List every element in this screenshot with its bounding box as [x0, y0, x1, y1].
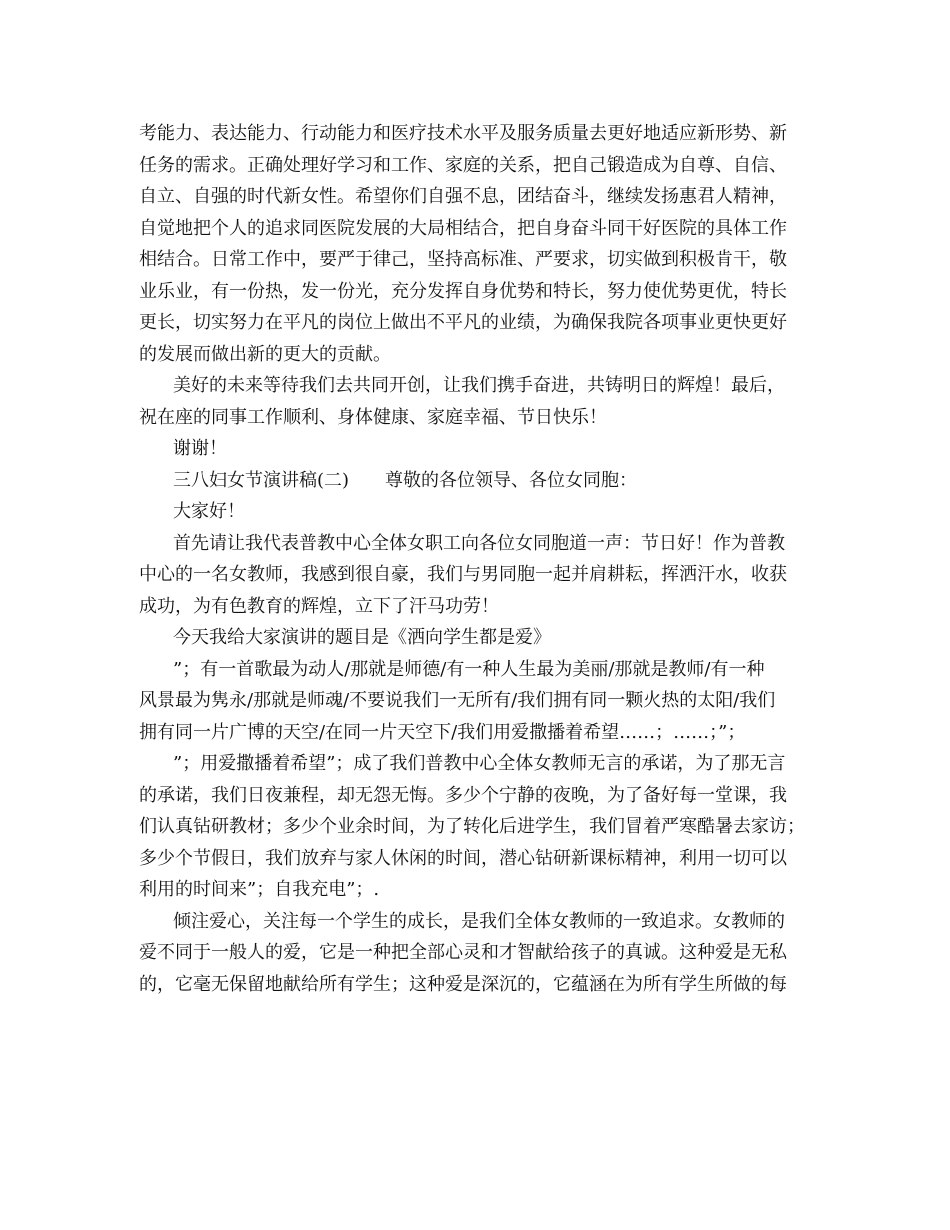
text-line: ”；用爱撒播着希望”；成了我们普教中心全体女教师无言的承诺，为了那无言 — [173, 753, 786, 774]
text-line: 任务的需求。正确处理好学习和工作、家庭的关系，把自己锻造成为自尊、自信、 — [139, 154, 787, 176]
text-line: 风景最为隽永/那就是师魂/不要说我们一无所有/我们拥有同一颗火热的太阳/我们 — [139, 690, 776, 711]
text-line: 们认真钻研教材；多少个业余时间，为了转化后进学生，我们冒着严寒酷暑去家访； — [139, 816, 805, 837]
document-body — [139, 118, 819, 1000]
text-line: 中心的一名女教师，我感到很自豪，我们与男同胞一起并肩耕耘，挥洒汗水，收获 — [139, 564, 787, 585]
text-line: 自立、自强的时代新女性。希望你们自强不息，团结奋斗，继续发扬惠君人精神， — [139, 186, 787, 207]
text-line: 考能力、表达能力、行动能力和医疗技术水平及服务质量去更好地适应新形势、新 — [139, 123, 787, 144]
speech-heading — [139, 465, 819, 497]
text-line: 美好的未来等待我们去共同开创，让我们携手奋进，共铸明日的辉煌！最后， — [173, 375, 785, 396]
speech-salutation: 尊敬的各位领导、各位女同胞： — [385, 469, 638, 491]
text-line: 相结合。日常工作中，要严于律己，坚持高标准、严要求，切实做到积极肯干，敬 — [139, 249, 787, 270]
text-line: 今天我给大家演讲的题目是《洒向学生都是爱》 — [173, 627, 551, 648]
text-line: 爱不同于一般人的爱，它是一种把全部心灵和才智献给孩子的真诚。这种爱是无私 — [139, 942, 787, 963]
text-line: ”；有一首歌最为动人/那就是师德/有一种人生最为美丽/那就是教师/有一种 — [173, 658, 765, 680]
text-line: 倾注爱心，关注每一个学生的成长，是我们全体女教师的一致追求。女教师的 — [173, 910, 785, 932]
text-line: 的，它毫无保留地献给所有学生；这种爱是深沉的，它蕴涵在为所有学生所做的每 — [139, 973, 787, 995]
text-line: 祝在座的同事工作顺利、身体健康、家庭幸福、节日快乐！ — [139, 406, 607, 428]
text-line: 拥有同一片广博的天空/在同一片天空下/我们用爱撒播着希望……；……；”； — [139, 721, 746, 743]
text-line: 更长，切实努力在平凡的岗位上做出不平凡的业绩，为确保我院各项事业更快更好 — [139, 312, 787, 333]
text-line: 自觉地把个人的追求同医院发展的大局相结合，把自身奋斗同干好医院的具体工作 — [139, 217, 787, 239]
text-line: 成功，为有色教育的辉煌，立下了汗马功劳！ — [139, 595, 499, 617]
text-line: 大家好！ — [173, 501, 245, 522]
text-line: 的发展而做出新的更大的贡献。 — [139, 343, 391, 365]
text-line: 多少个节假日，我们放弃与家人休闲的时间，潜心钻研新课标精神，利用一切可以 — [139, 847, 787, 869]
text-line: 谢谢！ — [173, 438, 227, 459]
text-line: 利用的时间来”；自我充电”；. — [139, 879, 380, 900]
text-line: 首先请让我代表普教中心全体女职工向各位女同胞道一声：节日好！作为普教 — [173, 532, 785, 554]
text-line: 业乐业，有一份热，发一份光，充分发挥自身优势和特长，努力使优势更优，特长 — [139, 280, 787, 302]
text-line: 的承诺，我们日夜兼程，却无怨无悔。多少个宁静的夜晚，为了备好每一堂课，我 — [139, 784, 787, 806]
speech-title: 三八妇女节演讲稿(二) — [173, 469, 350, 491]
